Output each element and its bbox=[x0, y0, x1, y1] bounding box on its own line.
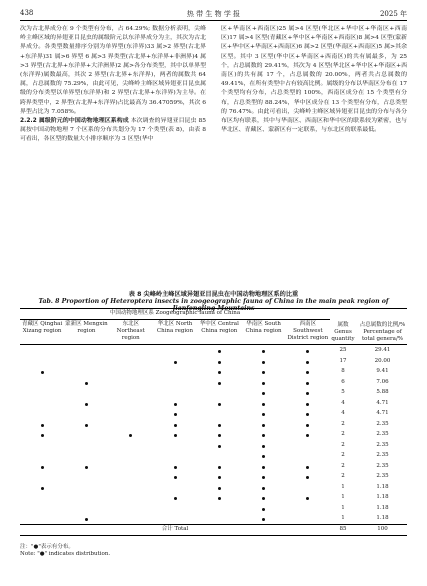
section-paragraph: 本次调查的异翅亚目昆虫 85 属按中国动物地理 7 个区系的分布共划分为 17 个类型(表 8)，由表 8 可看出，各区型的数量大小排序顺序为 3 区型(华中 bbox=[20, 118, 206, 143]
distribution-table bbox=[20, 308, 407, 536]
distribution-dot bbox=[262, 476, 265, 479]
distribution-dot bbox=[306, 350, 309, 353]
distribution-dot bbox=[218, 487, 221, 490]
distribution-dot bbox=[218, 403, 221, 406]
distribution-dot bbox=[306, 497, 309, 500]
distribution-dot bbox=[306, 403, 309, 406]
distribution-dot bbox=[218, 424, 221, 427]
genus-count: 2 bbox=[341, 441, 345, 448]
distribution-dot bbox=[174, 403, 177, 406]
distribution-dot bbox=[262, 487, 265, 490]
table-bottom-rule bbox=[20, 535, 407, 536]
total-label: 合计 Total bbox=[161, 526, 189, 532]
region-column-header: 华中区 Central China region bbox=[199, 321, 239, 334]
distribution-dot bbox=[262, 455, 265, 458]
distribution-dot bbox=[218, 466, 221, 469]
section-title: 2.2.2 属级阶元的中国动物地理区系构成 bbox=[20, 118, 129, 125]
journal-title: 热 带 生 物 学 报 bbox=[186, 10, 241, 18]
genus-count: 17 bbox=[339, 357, 347, 364]
genus-percentage: 1.18 bbox=[376, 494, 389, 500]
section-block bbox=[20, 117, 206, 145]
genus-count: 4 bbox=[341, 410, 345, 416]
total-genus: 85 bbox=[339, 526, 347, 532]
region-column-header: 蒙新区 Mengxin region bbox=[65, 321, 108, 334]
table-caption-en: Tab. 8 Proportion of Heteroptera insects in zoogeographic fauna of China in the main peak region of Jianfengling Mountains bbox=[38, 298, 389, 312]
distribution-dot bbox=[262, 350, 265, 353]
distribution-dot bbox=[262, 434, 265, 437]
distribution-dot bbox=[262, 466, 265, 469]
genus-percentage: 1.18 bbox=[376, 483, 389, 490]
genus-percentage: 29.41 bbox=[374, 347, 391, 353]
distribution-dot bbox=[85, 466, 88, 469]
group-header-rule bbox=[20, 319, 330, 320]
genus-percentage: 2.35 bbox=[376, 462, 389, 469]
distribution-dot bbox=[41, 434, 44, 437]
genus-percentage: 1.18 bbox=[376, 515, 389, 521]
header-bottom-rule bbox=[20, 344, 407, 345]
group-header: 中国动物地理区系 Zoogeographic fauna of China bbox=[109, 310, 241, 316]
distribution-dot bbox=[262, 392, 265, 395]
genus-percentage: 20.00 bbox=[374, 357, 391, 364]
distribution-dot bbox=[306, 371, 309, 374]
distribution-dot bbox=[41, 371, 44, 374]
genus-count: 2 bbox=[341, 452, 345, 458]
distribution-dot bbox=[85, 382, 88, 385]
distribution-dot bbox=[262, 403, 265, 406]
genus-count: 2 bbox=[341, 462, 345, 469]
distribution-dot bbox=[85, 518, 88, 521]
distribution-dot bbox=[262, 371, 265, 374]
genus-count: 1 bbox=[341, 483, 345, 490]
left-paragraph: 次为古北界成分在 9 个类型有分布，占 64.29%; 数据分析表明，尖峰岭主峰区域的异翅亚目昆虫的属级阶元以东洋界成分为主，其次为古北界成分。各类型数量排序分别为单界型(东洋界)33 属>2 界型(古北界+东洋界)31 属>6 界型 6 属>3 界类型(古北界+东洋界+非洲界)4 属>3 界型(古北界+东洋界+大洋洲界)2 属>各分布类型，其中以单界型(东洋界)属数最高，其次 2 界型(古北界+东洋界)，两者的属数共 64 属，占总属数的 75.29%，由此可见，尖峰岭主峰区域异翅亚目昆虫属级的分布类型以单界型(东洋界)和 2 界型(古北界+东洋界)为主导。在跨界类型中，2 界型(古北界+东洋界)占比最高为 36.47059%，其次 6 界型占比为 7.058%。 bbox=[20, 26, 206, 115]
total-percentage: 100 bbox=[377, 526, 388, 532]
distribution-dot bbox=[262, 497, 265, 500]
right-column bbox=[221, 25, 407, 135]
genus-count: 2 bbox=[341, 431, 345, 437]
genus-count: 4 bbox=[341, 399, 345, 406]
genus-count: 2 bbox=[341, 473, 345, 479]
distribution-dot bbox=[174, 466, 177, 469]
distribution-dot bbox=[174, 476, 177, 479]
genus-percentage: 2.35 bbox=[376, 431, 389, 437]
table-note-zh: 注："●"表示有分布。 bbox=[20, 544, 74, 550]
distribution-dot bbox=[218, 497, 221, 500]
genus-count: 1 bbox=[341, 515, 345, 521]
distribution-dot bbox=[306, 424, 309, 427]
distribution-dot bbox=[218, 434, 221, 437]
genus-count: 1 bbox=[341, 494, 345, 500]
distribution-dot bbox=[85, 424, 88, 427]
region-column-header: 华北区 North China region bbox=[156, 321, 194, 334]
genus-percentage: 1.18 bbox=[376, 504, 389, 511]
total-rule bbox=[20, 524, 407, 525]
region-column-header: 西南区 Southwest District region bbox=[287, 321, 329, 341]
distribution-dot bbox=[218, 445, 221, 448]
distribution-dot bbox=[306, 413, 309, 416]
percentage-column-header: 占总属数的比例/% Percentage of total genera/% bbox=[359, 322, 406, 342]
table-top-rule bbox=[20, 308, 407, 309]
distribution-dot bbox=[41, 466, 44, 469]
genus-percentage: 7.06 bbox=[376, 378, 389, 385]
distribution-dot bbox=[306, 434, 309, 437]
genus-count: 25 bbox=[339, 347, 347, 353]
distribution-dot bbox=[218, 350, 221, 353]
distribution-dot bbox=[218, 371, 221, 374]
genus-count: 8 bbox=[341, 368, 345, 374]
distribution-dot bbox=[262, 361, 265, 364]
distribution-dot bbox=[129, 434, 132, 437]
genus-percentage: 2.35 bbox=[376, 441, 389, 448]
region-column-header: 华南区 South China region bbox=[245, 321, 282, 334]
distribution-dot bbox=[174, 434, 177, 437]
genus-column-header: 属数 Genus quantity bbox=[331, 322, 355, 342]
genus-count: 5 bbox=[341, 389, 345, 395]
table-caption-zh: 表 8 尖峰岭主峰区域异翅亚目昆虫在中国动物地理区系的比重 bbox=[128, 291, 299, 298]
distribution-dot bbox=[306, 392, 309, 395]
genus-percentage: 5.88 bbox=[376, 389, 389, 395]
genus-count: 1 bbox=[341, 504, 345, 511]
distribution-dot bbox=[218, 361, 221, 364]
genus-percentage: 4.71 bbox=[376, 410, 389, 416]
distribution-dot bbox=[174, 361, 177, 364]
left-column bbox=[20, 25, 206, 145]
distribution-dot bbox=[306, 476, 309, 479]
right-paragraph: 区+华南区+西南区)25 属>4 区型(华北区+华中区+华南区+西南区)17 属>4 区型(青藏区+华中区+华南区+西南区)8 属>4 区型(蒙新区+华中区+华南区+西南区)6 属>2 区型(华南区+西南区)5 属>其余区型。其中 3 区型(华中区+华南区+西南区)的共有属最多，为 25 个，占总属数的 29.41%，其次为 4 区型(华北区+华中区+华南区+西南区)的共有属 17 个，占总属数的 20.00%，两者共占总属数的 49.41%，在所有类型中占有较高比例。属级的分布以华南区分布在 17 个类型均有分布，占总类型的 100%，西南区成分在 15 个类型有分布，占总类型的 88.24%，华中区成分在 13 个类型有分布，占总类型的 76.47%。由此可看出，尖峰岭主峰区域异翅亚目昆虫的分布与各分布区均有联系，其中与华南区、西南区和华中区的联系较为紧密，也与华北区、青藏区、蒙新区有一定联系，与东北区的联系最低。 bbox=[221, 26, 407, 134]
genus-percentage: 2.35 bbox=[376, 420, 389, 427]
publication-year: 2025 年 bbox=[379, 10, 407, 18]
distribution-dot bbox=[41, 424, 44, 427]
distribution-dot bbox=[41, 487, 44, 490]
distribution-dot bbox=[218, 382, 221, 385]
distribution-dot bbox=[262, 382, 265, 385]
genus-count: 2 bbox=[341, 420, 345, 427]
genus-percentage: 2.35 bbox=[376, 473, 389, 479]
distribution-dot bbox=[174, 424, 177, 427]
page-number: 438 bbox=[20, 9, 34, 17]
genus-percentage: 9.41 bbox=[376, 368, 389, 374]
distribution-dot bbox=[262, 508, 265, 511]
distribution-dot bbox=[262, 424, 265, 427]
genus-count: 6 bbox=[341, 378, 345, 385]
region-column-header: 青藏区 Qinghai Xizang region bbox=[22, 321, 63, 334]
distribution-dot bbox=[262, 518, 265, 521]
distribution-dot bbox=[262, 413, 265, 416]
page-header bbox=[20, 8, 407, 21]
distribution-dot bbox=[174, 497, 177, 500]
distribution-dot bbox=[262, 445, 265, 448]
distribution-dot bbox=[174, 413, 177, 416]
table-note-en: Note: "●" indicates distribution. bbox=[20, 551, 111, 557]
distribution-dot bbox=[306, 382, 309, 385]
genus-percentage: 4.71 bbox=[376, 399, 389, 406]
region-column-header: 东北区 Northeast region bbox=[116, 321, 145, 341]
distribution-dot bbox=[306, 361, 309, 364]
distribution-dot bbox=[218, 476, 221, 479]
genus-percentage: 2.35 bbox=[376, 452, 389, 458]
distribution-dot bbox=[306, 466, 309, 469]
distribution-dot bbox=[85, 403, 88, 406]
